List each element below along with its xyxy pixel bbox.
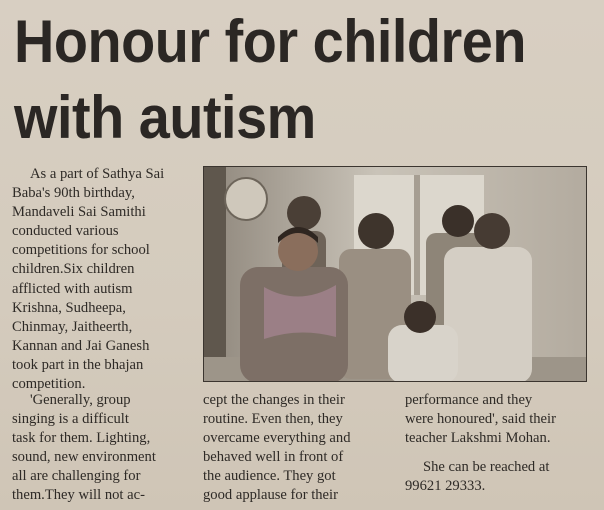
intro-line: conducted various bbox=[12, 223, 119, 240]
intro-line: As a part of Sathya Sai bbox=[30, 166, 165, 182]
headline bbox=[14, 4, 558, 156]
contact-paragraph bbox=[405, 458, 600, 496]
column-line: 'Generally, group bbox=[30, 392, 131, 408]
headline-line-2: with autism bbox=[14, 84, 316, 151]
article-column-2 bbox=[203, 391, 389, 506]
column-line: good applause for their bbox=[203, 487, 338, 504]
column-line: all are challenging for bbox=[12, 468, 141, 485]
column-line: the audience. They got bbox=[203, 468, 336, 485]
intro-line: competitions for school bbox=[12, 242, 150, 259]
intro-line: children.Six children bbox=[12, 261, 135, 278]
intro-line: Mandaveli Sai Samithi bbox=[12, 204, 146, 221]
intro-line: took part in the bhajan bbox=[12, 356, 144, 373]
column-line: task for them. Lighting, bbox=[12, 430, 151, 447]
contact-phone: 99621 29333. bbox=[405, 478, 486, 495]
intro-line: Kannan and Jai Ganesh bbox=[12, 337, 150, 354]
column-line: singing is a difficult bbox=[12, 411, 129, 428]
column-line: behaved well in front of bbox=[203, 449, 344, 466]
column-line: teacher Lakshmi Mohan. bbox=[405, 430, 551, 447]
column-line: them.They will not ac- bbox=[12, 487, 145, 504]
headline-line-1: Honour for children bbox=[14, 8, 526, 75]
contact-line: She can be reached at bbox=[423, 459, 550, 476]
column-line: were honoured', said their bbox=[405, 411, 556, 428]
article-column-1 bbox=[12, 391, 192, 506]
column-line: cept the changes in their bbox=[203, 392, 345, 408]
intro-line: Chinmay, Jaitheerth, bbox=[12, 318, 133, 335]
column-line: overcame everything and bbox=[203, 430, 351, 447]
intro-line: Krishna, Sudheepa, bbox=[12, 299, 126, 316]
group-photo-image bbox=[204, 167, 587, 382]
article-column-3 bbox=[405, 391, 600, 496]
column-line: sound, new environment bbox=[12, 449, 156, 466]
intro-line: afflicted with autism bbox=[12, 280, 133, 297]
intro-line: Baba's 90th birthday, bbox=[12, 185, 135, 202]
group-photo bbox=[203, 166, 587, 382]
intro-line: competition. bbox=[12, 376, 86, 393]
column-line: routine. Even then, they bbox=[203, 411, 343, 428]
column-line: performance and they bbox=[405, 392, 533, 408]
intro-paragraph bbox=[12, 165, 197, 394]
